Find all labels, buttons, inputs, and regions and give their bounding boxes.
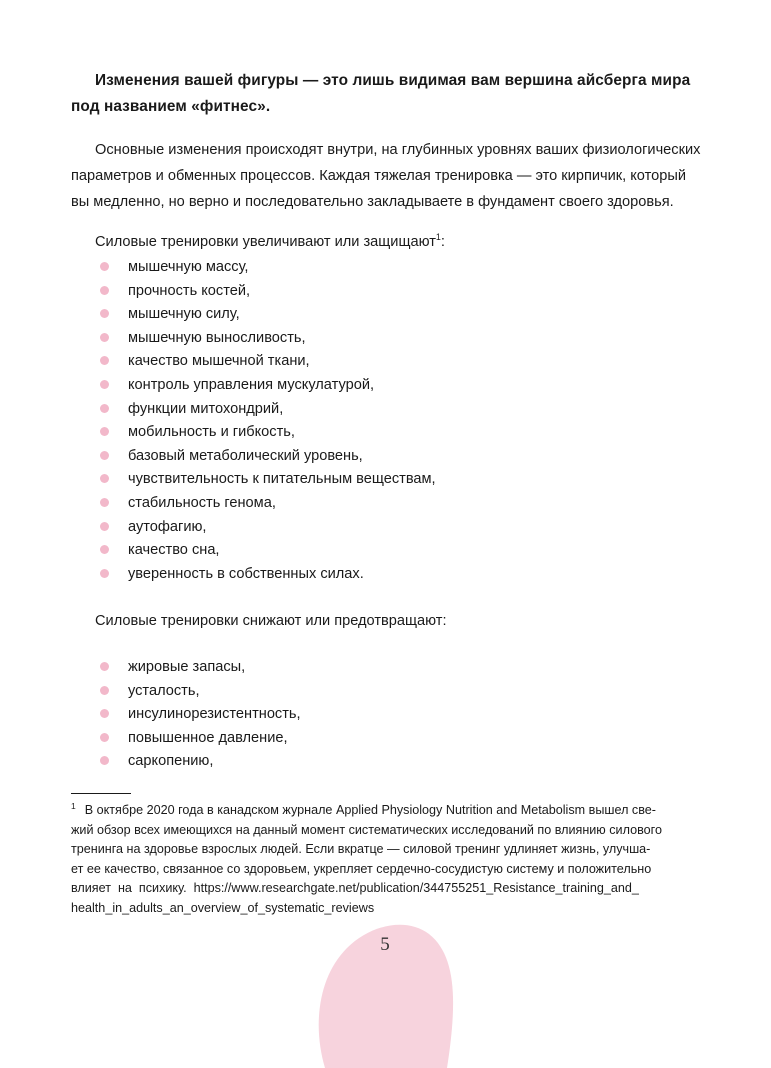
bullet-dot-icon [100, 356, 109, 365]
list-item [100, 399, 436, 423]
footnote-line: ет ее качество, связанное со здоровьем, укрепляет сердечно-сосудистую систему и положительно [71, 861, 652, 876]
heading-line-1: Изменения вашей фигуры — это лишь видимая вам вершина айсберга мира [95, 72, 691, 89]
intro-paragraph [71, 137, 711, 215]
list-item [100, 540, 436, 564]
footnote-line: влияет на психику. https://www.researchgate.net/publication/344755251_Resistance_training_and_ [71, 881, 639, 896]
decrease-list-title: Силовые тренировки снижают или предотвращают: [95, 613, 447, 629]
footnote-link-cont[interactable]: health_in_adults_an_overview_of_systematic_reviews [71, 900, 375, 915]
heading-line-2: под названием «фитнес». [71, 98, 271, 115]
increase-title-colon: : [440, 234, 445, 250]
page-number-blob [307, 908, 467, 1068]
footnote-divider [71, 793, 131, 794]
list-item-text: прочность костей, [128, 282, 251, 299]
intro-line: параметров и обменных процессов. Каждая тяжелая тренировка — это кирпичик, который [71, 168, 686, 184]
list-item [100, 351, 436, 375]
footnote-link[interactable]: https://www.researchgate.net/publication/344755251_Resistance_training_and_ [193, 881, 639, 896]
bullet-dot-icon [100, 380, 109, 389]
bullet-dot-icon [100, 498, 109, 507]
bullet-dot-icon [100, 686, 109, 695]
list-item [100, 681, 301, 705]
bullet-dot-icon [100, 451, 109, 460]
list-item-text: жировые запасы, [128, 659, 246, 675]
increase-list-title [95, 232, 445, 252]
section-heading [71, 68, 715, 120]
list-item-text: саркопению, [128, 753, 214, 770]
list-item [100, 657, 301, 681]
list-item [100, 469, 436, 493]
footnote-ref[interactable]: 1 [435, 232, 441, 243]
list-item [100, 751, 301, 775]
bullet-dot-icon [100, 709, 109, 718]
list-item [100, 375, 436, 399]
list-item-text: базовый метаболический уровень, [128, 447, 363, 464]
list-item-text: уверенность в собственных силах. [128, 565, 364, 582]
bullet-dot-icon [100, 733, 109, 742]
list-item-text: качество мышечной ткани, [128, 353, 310, 370]
bullet-dot-icon [100, 522, 109, 531]
bullet-dot-icon [100, 262, 109, 271]
list-item-text: мышечную массу, [128, 259, 249, 275]
list-item [100, 564, 436, 588]
list-item [100, 704, 301, 728]
increase-title-text: Силовые тренировки увеличивают или защищают [95, 234, 436, 250]
list-item [100, 281, 436, 305]
bullet-dot-icon [100, 286, 109, 295]
list-item-text: мышечную силу, [128, 306, 240, 323]
footnote-line: жий обзор всех имеющихся на данный момент систематических исследований по влиянию силового [71, 822, 662, 837]
bullet-dot-icon [100, 662, 109, 671]
bullet-dot-icon [100, 545, 109, 554]
bullet-dot-icon [100, 756, 109, 765]
bullet-dot-icon [100, 569, 109, 578]
footnote-number: 1 [71, 800, 76, 811]
list-item [100, 446, 436, 470]
list-item [100, 493, 436, 517]
decrease-list [100, 657, 301, 775]
bullet-dot-icon [100, 333, 109, 342]
bullet-dot-icon [100, 404, 109, 413]
footnote-line-first [71, 801, 703, 821]
list-item-text: стабильность генома, [128, 494, 276, 511]
list-item-text: мышечную выносливость, [128, 329, 306, 346]
increase-list [100, 257, 436, 587]
page-number: 5 [380, 934, 390, 955]
footnote-line: В октябре 2020 года в канадском журнале Applied Physiology Nutrition and Metabolism вышел све- [84, 803, 656, 817]
list-item-text: контроль управления мускулатурой, [128, 376, 375, 393]
list-item [100, 257, 436, 281]
list-item-text: функции митохондрий, [128, 400, 284, 417]
bullet-dot-icon [100, 309, 109, 318]
list-item-text: аутофагию, [128, 518, 207, 535]
intro-line: Основные изменения происходят внутри, на глубинных уровнях ваших физиологических [95, 142, 701, 158]
list-item [100, 728, 301, 752]
intro-line: вы медленно, но верно и последовательно закладываете в фундамент своего здоровья. [71, 194, 674, 210]
list-item [100, 304, 436, 328]
bullet-dot-icon [100, 474, 109, 483]
list-item-text: чувствительность к питательным веществам, [128, 471, 436, 488]
list-item-text: усталость, [128, 682, 200, 699]
list-item [100, 328, 436, 352]
bullet-dot-icon [100, 427, 109, 436]
footnote [71, 801, 703, 919]
list-item [100, 517, 436, 541]
list-item-text: инсулинорезистентность, [128, 706, 301, 723]
footnote-line: тренинга на здоровье взрослых людей. Если вкратце — силовой тренинг удлиняет жизнь, улучша- [71, 842, 651, 857]
list-item [100, 422, 436, 446]
list-item-text: качество сна, [128, 542, 220, 559]
list-item-text: повышенное давление, [128, 729, 288, 746]
list-item-text: мобильность и гибкость, [128, 424, 295, 441]
